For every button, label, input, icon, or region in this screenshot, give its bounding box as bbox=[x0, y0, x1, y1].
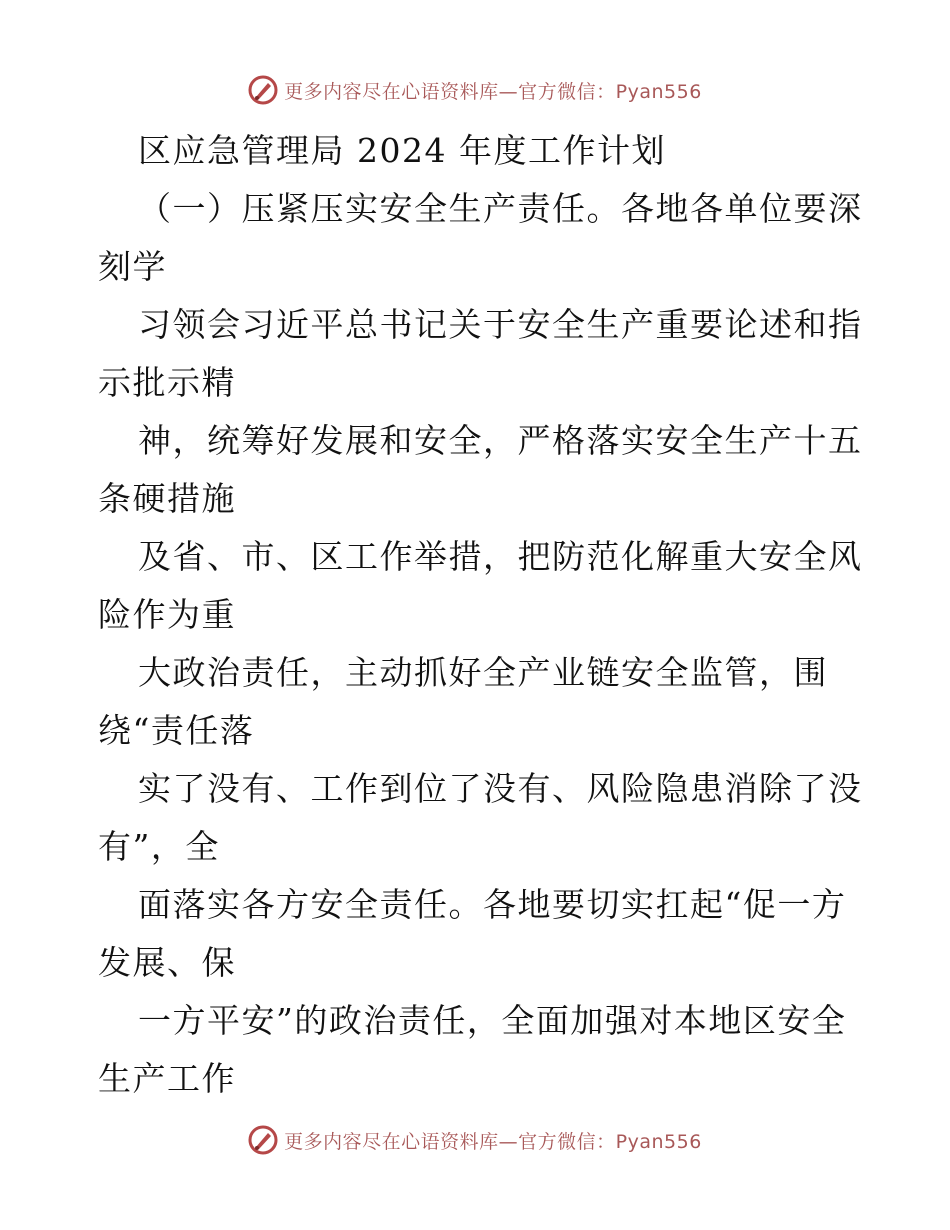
paragraph-line: 生产工作 bbox=[98, 1059, 236, 1098]
footer-watermark bbox=[0, 1120, 950, 1160]
paragraph-line: 面落实各方安全责任。各地要切实扛起“促一方 bbox=[138, 885, 847, 924]
paragraph-line: 神，统筹好发展和安全，严格落实安全生产十五 bbox=[138, 421, 863, 460]
pen-logo-icon bbox=[248, 75, 278, 105]
paragraph-line: 绕“责任落 bbox=[98, 711, 255, 750]
paragraph-line: 一方平安”的政治责任，全面加强对本地区安全 bbox=[138, 1001, 847, 1040]
paragraph-line: 大政治责任，主动抓好全产业链安全监管，围 bbox=[138, 653, 828, 692]
paragraph-line: 习领会习近平总书记关于安全生产重要论述和指 bbox=[138, 305, 863, 344]
pen-logo-icon bbox=[248, 1125, 278, 1155]
paragraph-line: 条硬措施 bbox=[98, 479, 236, 518]
paragraph-line: 示批示精 bbox=[98, 363, 236, 402]
paragraph-line: 有”，全 bbox=[98, 827, 220, 866]
watermark-text: 更多内容尽在心语资料库—官方微信：Pyan556 bbox=[284, 80, 702, 103]
watermark-text: 更多内容尽在心语资料库—官方微信：Pyan556 bbox=[284, 1130, 702, 1153]
paragraph-line: 实了没有、工作到位了没有、风险隐患消除了没 bbox=[138, 769, 863, 808]
paragraph-line: 险作为重 bbox=[98, 595, 236, 634]
paragraph-line: 发展、保 bbox=[98, 943, 236, 982]
document-body bbox=[98, 122, 863, 1108]
paragraph-line: （一）压紧压实安全生产责任。各地各单位要深 bbox=[138, 189, 863, 228]
paragraph-line: 及省、市、区工作举措，把防范化解重大安全风 bbox=[138, 537, 863, 576]
header-watermark bbox=[0, 70, 950, 110]
paragraph-line: 刻学 bbox=[98, 247, 167, 286]
document-title: 区应急管理局 2024 年度工作计划 bbox=[138, 131, 666, 170]
